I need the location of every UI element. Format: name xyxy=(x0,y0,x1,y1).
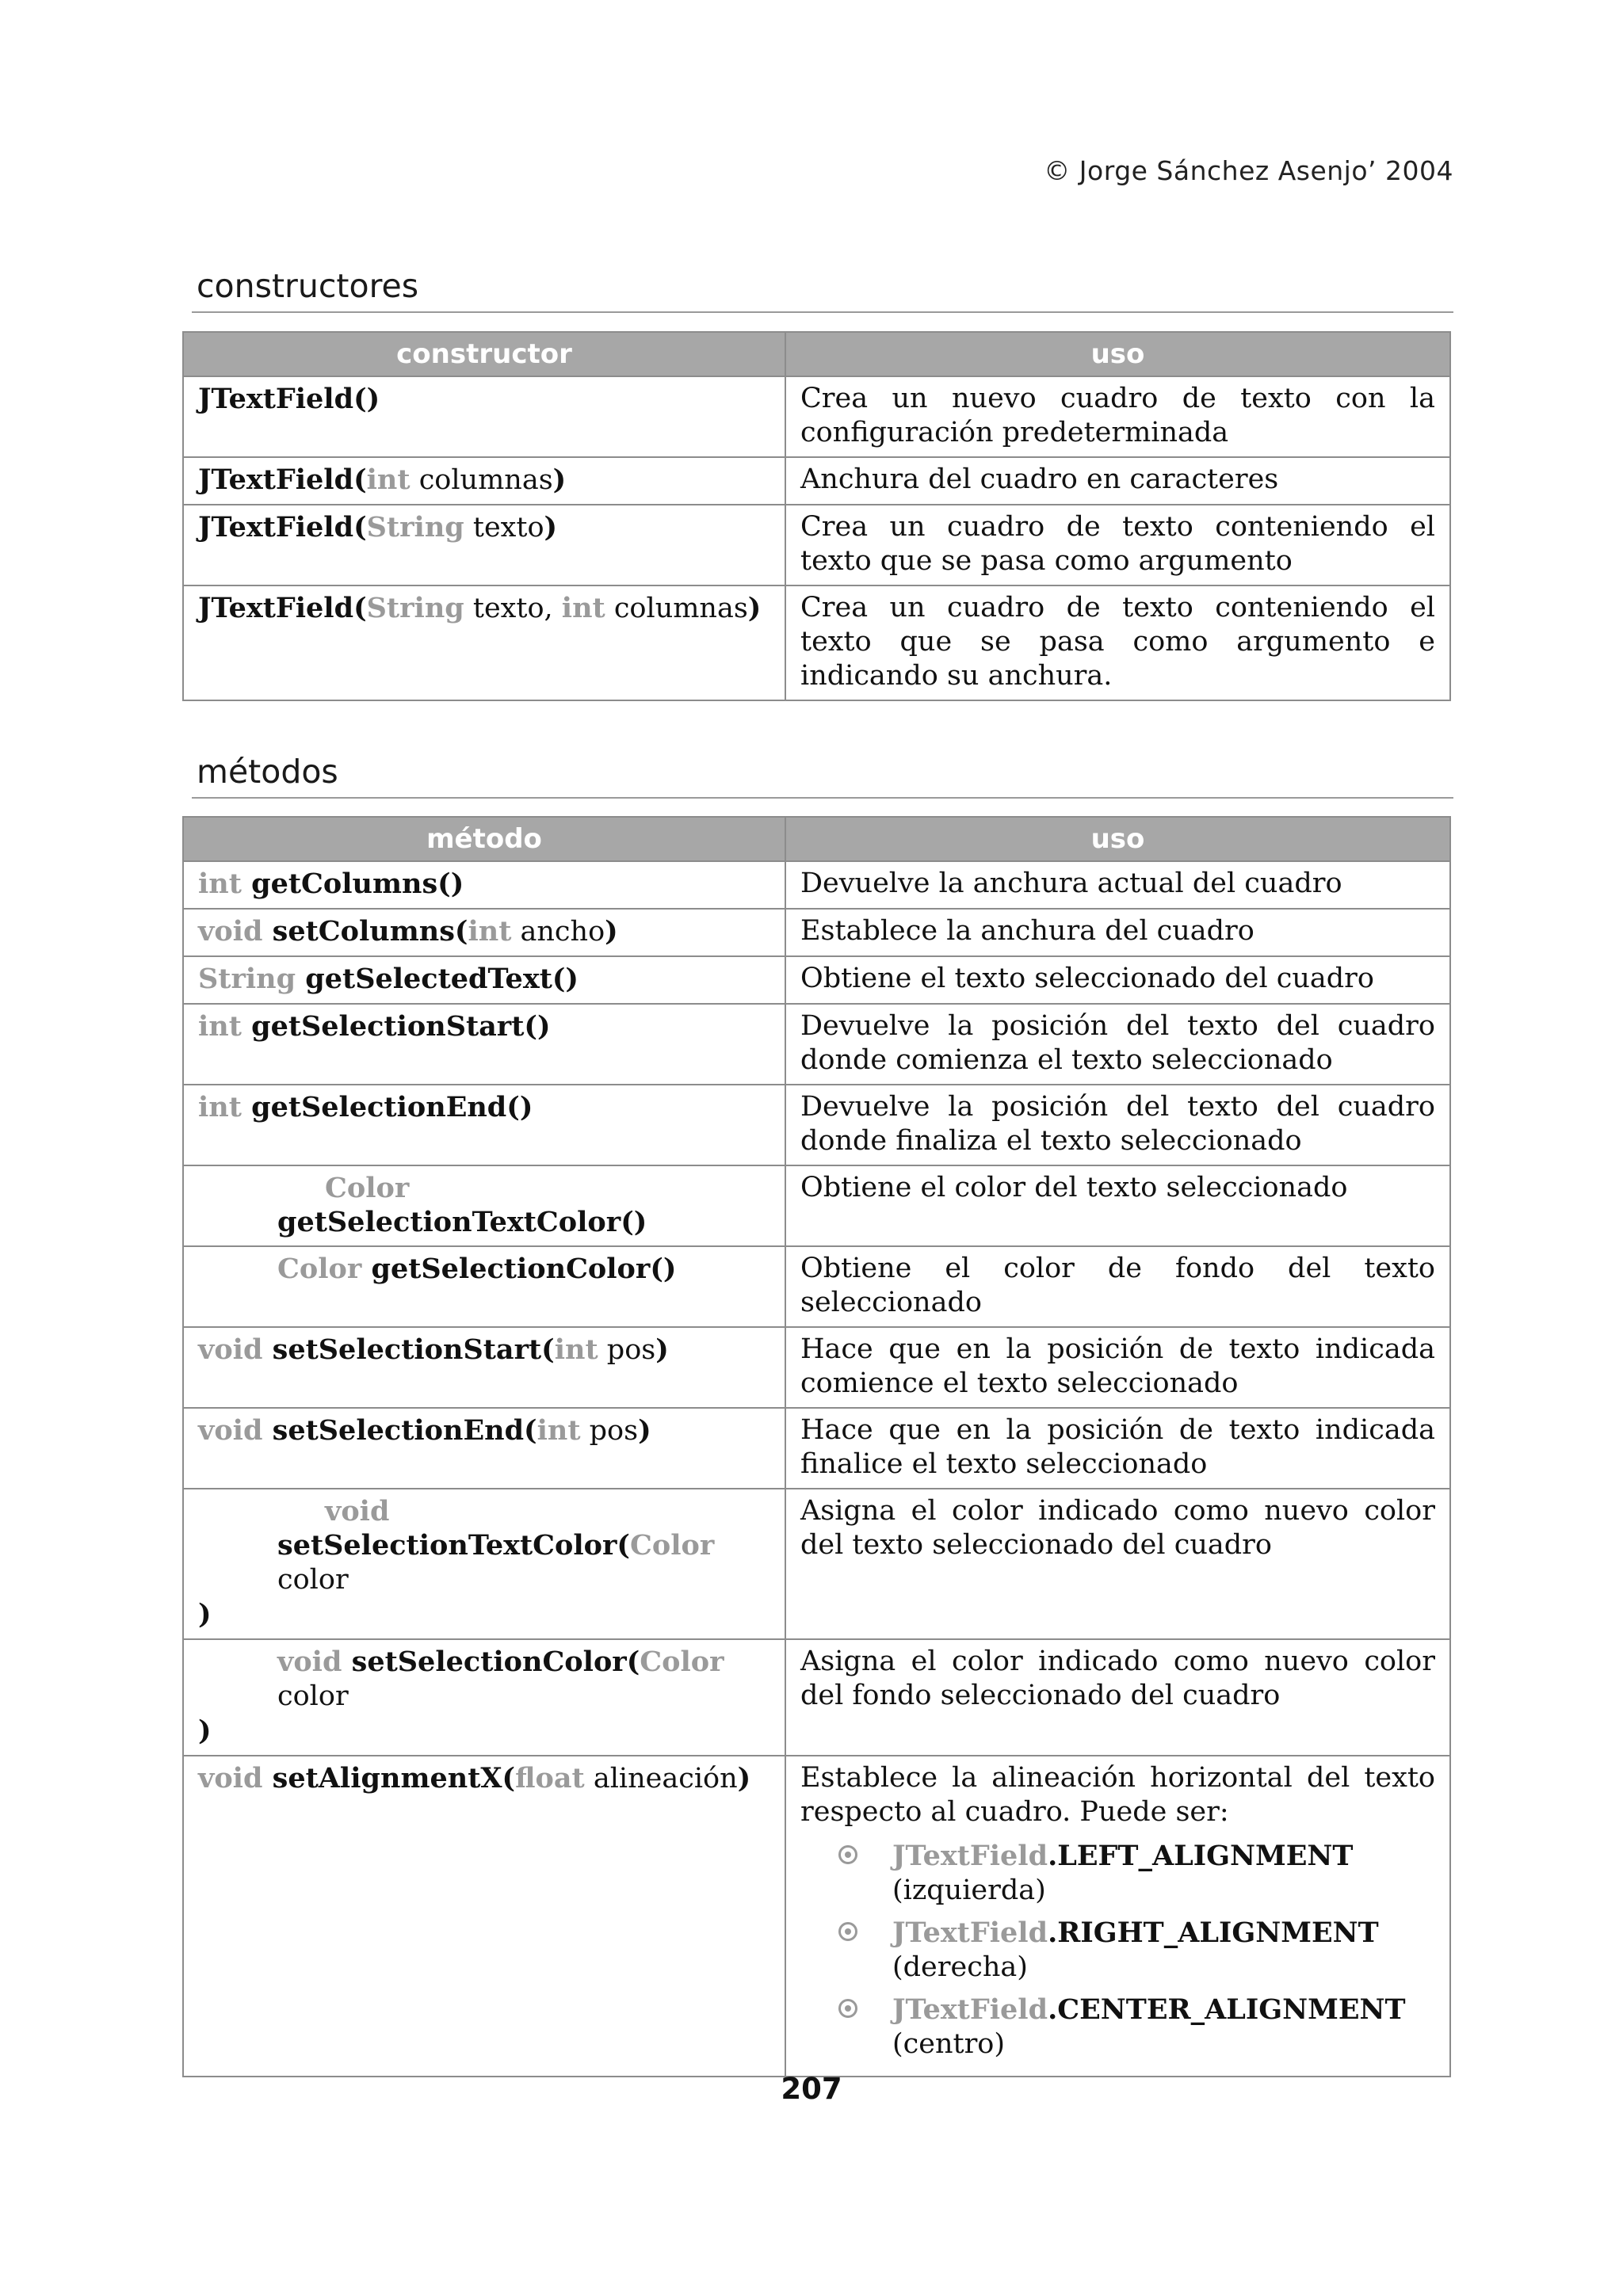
table-row xyxy=(183,1085,1450,1165)
signature-cell xyxy=(183,909,785,956)
type-keyword: Color xyxy=(630,1529,715,1562)
parameter-text: columnas xyxy=(605,593,748,624)
parameter-text: texto, xyxy=(464,593,562,624)
table-row xyxy=(183,1756,1450,2077)
description-text: Anchura del cuadro en caracteres xyxy=(800,463,1279,495)
description-text: Establece la alineación horizontal del texto respecto al cuadro. Puede ser: xyxy=(800,1762,1435,1828)
description-text: Obtiene el color del texto seleccionado xyxy=(800,1172,1348,1203)
signature-cell xyxy=(183,1085,785,1165)
list-item xyxy=(838,1993,1435,2061)
member-name: setSelectionStart( xyxy=(262,1333,555,1366)
description-text: Crea un cuadro de texto conteniendo el texto que se pasa como argumento xyxy=(800,511,1435,577)
member-name: setColumns( xyxy=(262,915,468,948)
description-cell xyxy=(785,1246,1450,1327)
table-row xyxy=(183,585,1450,700)
column-header-constructor: constructor xyxy=(183,332,785,376)
member-name: ) xyxy=(198,1714,212,1747)
signature-cell xyxy=(183,861,785,909)
methods-table xyxy=(182,816,1451,2077)
class-name: JTextField xyxy=(892,1917,1048,1949)
constant-name: .RIGHT_ALIGNMENT xyxy=(1048,1917,1379,1949)
member-name: ) xyxy=(747,592,762,624)
member-name: ) xyxy=(198,1598,212,1630)
signature-cell xyxy=(183,1408,785,1489)
description-text: Devuelve la posición del texto del cuadro donde comienza el texto seleccionado xyxy=(800,1010,1435,1076)
type-keyword: void xyxy=(198,915,263,948)
constant-name: .CENTER_ALIGNMENT xyxy=(1048,1993,1406,2026)
radio-bullet-icon xyxy=(838,1999,857,2018)
member-name: ) xyxy=(552,463,567,496)
description-text: Obtiene el color de fondo del texto seleccionado xyxy=(800,1253,1435,1318)
description-cell xyxy=(785,956,1450,1004)
option-label: (derecha) xyxy=(892,1951,1028,1983)
table-row xyxy=(183,457,1450,505)
type-keyword: int xyxy=(198,1091,242,1123)
description-text: Obtiene el texto seleccionado del cuadro xyxy=(800,963,1374,994)
type-keyword: float xyxy=(515,1762,585,1794)
member-name: setSelectionEnd( xyxy=(262,1414,537,1447)
alignment-options-list xyxy=(800,1839,1435,2061)
signature-cell xyxy=(183,956,785,1004)
member-name: JTextField( xyxy=(198,592,367,624)
description-text: Hace que en la posición de texto indicada finalice el texto seleccionado xyxy=(800,1414,1435,1480)
description-text: Devuelve la posición del texto del cuadro donde finaliza el texto seleccionado xyxy=(800,1091,1435,1157)
type-keyword: int xyxy=(366,463,411,496)
parameter-text: color xyxy=(277,1680,349,1712)
parameter-text: ancho xyxy=(511,916,605,948)
description-text: Asigna el color indicado como nuevo color del texto seleccionado del cuadro xyxy=(800,1495,1435,1561)
parameter-text: pos xyxy=(598,1334,656,1366)
section-divider xyxy=(192,311,1453,313)
member-name: getSelectionColor() xyxy=(361,1253,677,1285)
description-cell xyxy=(785,1408,1450,1489)
class-name: JTextField xyxy=(892,1993,1048,2026)
option-label: (centro) xyxy=(892,2028,1006,2060)
type-keyword: void xyxy=(198,1762,263,1794)
table-header-row xyxy=(183,817,1450,861)
description-cell xyxy=(785,909,1450,956)
option-label: (izquierda) xyxy=(892,1875,1046,1906)
member-name: ) xyxy=(544,511,558,543)
parameter-text: columnas xyxy=(410,464,553,496)
type-keyword: Color xyxy=(277,1253,362,1285)
parameter-text: texto xyxy=(464,512,544,543)
type-keyword: int xyxy=(198,1010,242,1043)
table-row xyxy=(183,1408,1450,1489)
section-title-methods: métodos xyxy=(197,753,338,791)
table-row xyxy=(183,505,1450,585)
column-header-use: uso xyxy=(785,332,1450,376)
table-row xyxy=(183,861,1450,909)
signature-cell xyxy=(183,1639,785,1756)
member-name: getSelectionTextColor() xyxy=(277,1206,647,1238)
table-row xyxy=(183,1165,1450,1246)
constant-name: .LEFT_ALIGNMENT xyxy=(1048,1840,1354,1872)
radio-bullet-icon xyxy=(838,1845,857,1864)
table-row xyxy=(183,376,1450,457)
description-cell xyxy=(785,585,1450,700)
member-name: getSelectionStart() xyxy=(241,1010,551,1043)
type-keyword: void xyxy=(198,1414,263,1447)
type-keyword: void xyxy=(198,1333,263,1366)
section-divider xyxy=(192,797,1453,799)
member-name: getSelectionEnd() xyxy=(241,1091,533,1123)
signature-cell xyxy=(183,376,785,457)
description-text: Crea un nuevo cuadro de texto con la configuración predeterminada xyxy=(800,383,1435,448)
type-keyword: int xyxy=(561,592,605,624)
description-cell xyxy=(785,1327,1450,1408)
parameter-text: pos xyxy=(580,1415,639,1447)
type-keyword: String xyxy=(366,592,464,624)
table-row xyxy=(183,1639,1450,1756)
description-cell xyxy=(785,1756,1450,2077)
type-keyword: void xyxy=(277,1646,342,1678)
member-name: getColumns() xyxy=(241,868,464,900)
signature-cell xyxy=(183,1756,785,2077)
description-text: Devuelve la anchura actual del cuadro xyxy=(800,868,1342,899)
copyright-header: © Jorge Sánchez Asenjo’ 2004 xyxy=(1044,155,1453,186)
table-row xyxy=(183,956,1450,1004)
member-name: setSelectionColor( xyxy=(342,1646,640,1678)
list-item xyxy=(838,1839,1435,1908)
signature-cell xyxy=(183,1165,785,1246)
member-name: ) xyxy=(737,1762,751,1794)
type-keyword: Color xyxy=(325,1172,410,1204)
member-name: ) xyxy=(655,1333,669,1366)
member-name: JTextField( xyxy=(198,511,367,543)
member-name: JTextField( xyxy=(198,463,367,496)
type-keyword: void xyxy=(325,1495,390,1527)
radio-bullet-icon xyxy=(838,1922,857,1941)
parameter-text: alineación xyxy=(584,1763,738,1794)
type-keyword: int xyxy=(198,868,242,900)
signature-cell xyxy=(183,585,785,700)
description-cell xyxy=(785,861,1450,909)
signature-cell xyxy=(183,1004,785,1085)
description-cell xyxy=(785,1085,1450,1165)
constructors-table xyxy=(182,331,1451,701)
type-keyword: Color xyxy=(640,1646,724,1678)
list-item xyxy=(838,1916,1435,1985)
parameter-text: color xyxy=(277,1564,349,1596)
table-header-row xyxy=(183,332,1450,376)
class-name: JTextField xyxy=(892,1840,1048,1872)
column-header-method: método xyxy=(183,817,785,861)
description-cell xyxy=(785,505,1450,585)
description-text: Hace que en la posición de texto indicada comience el texto seleccionado xyxy=(800,1333,1435,1399)
page-number: 207 xyxy=(781,2072,842,2106)
member-name: ) xyxy=(638,1414,651,1447)
section-title-constructors: constructores xyxy=(197,267,419,305)
type-keyword: String xyxy=(198,963,296,995)
description-cell xyxy=(785,1489,1450,1639)
description-text: Asigna el color indicado como nuevo color del fondo seleccionado del cuadro xyxy=(800,1646,1435,1711)
member-name: setSelectionTextColor( xyxy=(277,1529,630,1562)
description-cell xyxy=(785,457,1450,505)
member-name: JTextField() xyxy=(198,383,380,415)
type-keyword: int xyxy=(554,1333,598,1366)
table-row xyxy=(183,1489,1450,1639)
description-cell xyxy=(785,1165,1450,1246)
table-row xyxy=(183,1327,1450,1408)
member-name: ) xyxy=(605,915,618,948)
type-keyword: int xyxy=(537,1414,581,1447)
type-keyword: int xyxy=(468,915,512,948)
table-row xyxy=(183,1246,1450,1327)
description-cell xyxy=(785,1004,1450,1085)
description-text: Crea un cuadro de texto conteniendo el texto que se pasa como argumento e indicando su anchura. xyxy=(800,592,1435,692)
description-cell xyxy=(785,1639,1450,1756)
signature-cell xyxy=(183,457,785,505)
description-cell xyxy=(785,376,1450,457)
member-name: setAlignmentX( xyxy=(262,1762,516,1794)
column-header-use: uso xyxy=(785,817,1450,861)
table-row xyxy=(183,909,1450,956)
signature-cell xyxy=(183,1327,785,1408)
signature-cell xyxy=(183,505,785,585)
type-keyword: String xyxy=(366,511,464,543)
table-row xyxy=(183,1004,1450,1085)
member-name: getSelectedText() xyxy=(296,963,579,995)
description-text: Establece la anchura del cuadro xyxy=(800,915,1254,947)
signature-cell xyxy=(183,1246,785,1327)
signature-cell xyxy=(183,1489,785,1639)
